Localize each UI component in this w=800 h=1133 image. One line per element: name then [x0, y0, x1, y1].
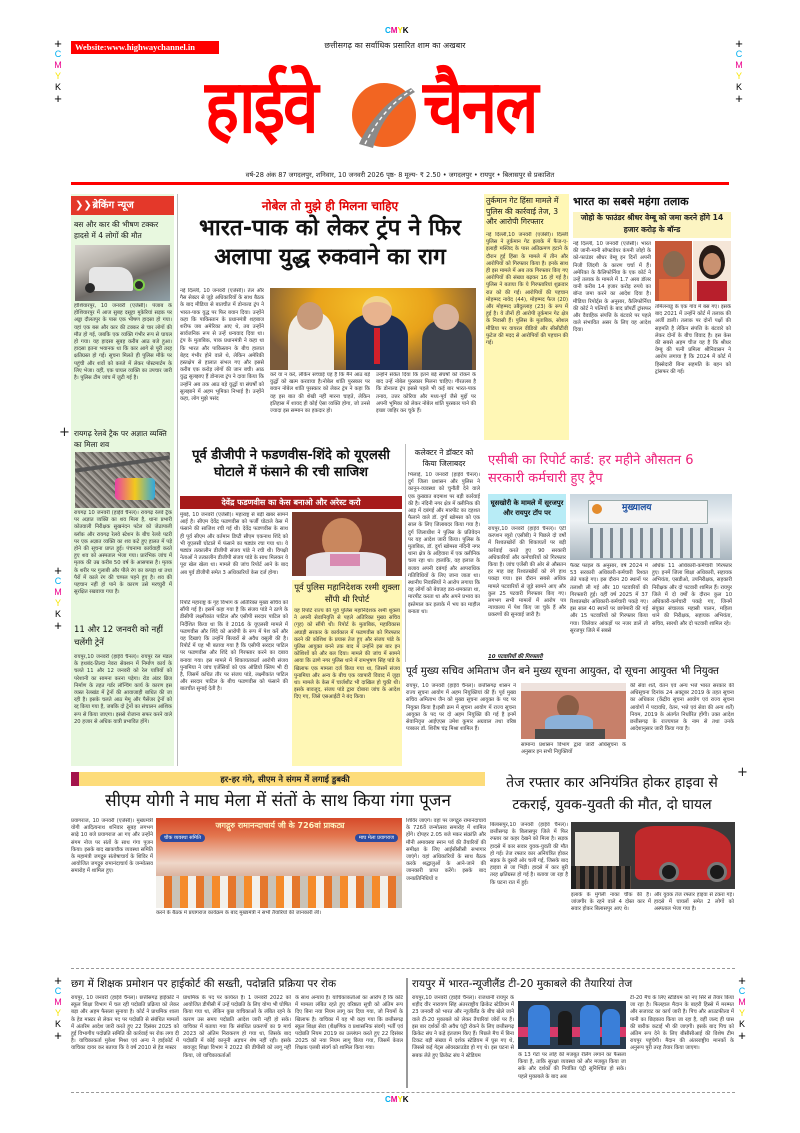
lead-kicker: नोबेल तो मुझे ही मिलना चाहिए	[261, 199, 399, 213]
dgp-sidebar-title: पूर्व पुलिस महानिदेशक रश्मी शुक्ला सौंपी थी रिपोर्ट	[294, 582, 400, 604]
cricket-body-col1: रायपुर,10 जनवरी (हाईवे चैनल)। राजधानी रायपुर के शहीद वीर नारायण सिंह अंतरराष्ट्रीय क्रिकेट स्टेडियम में 23 जनवरी को भारत और न्यूजीलैंड के बीच खेले जाने वाले टी-20 मुकाबले को लेकर तैयारियां जोरों पर हैं। इस बार दर्शकों की अवैध एंट्री रोकने के लिए छत्तीसगढ़ क्रिकेट संघ ने कड़े इंतजाम किए हैं। पिछले मैच में बिना टिकट बड़ी संख्या में दर्शक स्टेडियम में घुस गए थे, जिससे कई गेट्स ओवरक्राउडेड हो गए थे। इस घटना से सबक लेते हुए क्रिकेट संघ ने स्टेडियम	[412, 995, 514, 1059]
registration-mark-right-top: + C M Y K +	[735, 36, 743, 106]
pramila-srinivasan-photo	[693, 241, 731, 301]
yogi-body-col2: करने के बैठक में प्रयागराज कार्यक्रम के बाद मुख्यमंत्री ने सभी तैयारियों की जानकारी ली।	[156, 910, 322, 916]
info-commissioner-body-col2: की सेवा शर्तें, वेतन एवं अन्य भत्ते भारत सरकार की अधिसूचना दिनांक 24 अक्टूबर 2019 के तहत सूचना का अधिकार (केंद्रीय सूचना आयोग एवं राज्य सूचना आयोगों में पदावधि, वेतन, भत्ते एवं सेवा की अन्य शर्तें) नियम, 2019 के अंतर्गत निर्धारित होंगी। उक्त आदेश छत्तीसगढ़ के राज्यपाल के नाम से तथा उनके आदेशानुसार जारी किया गया है।	[630, 683, 734, 733]
teacher-promotion-body-col2: प्राथमिक के पद पर कार्यरत हैं। 1 जनवरी 2022 को आयोजित डीपीसी में उन्हें पदोन्नति के लिए योग्य भी घोषित किया गया था, लेकिन कुछ याचिकाओं के लंबित रहने के कारण उस समय पदोन्नति आदेश जारी नहीं हो सके। याचिका में बताया गया कि संबंधित प्रकरणों का 9 मार्च 2023 को अंतिम निराकरण हो गया था, जिसके बाद पदोन्नति में कोई कानूनी अड़चन शेष नहीं रही। इसके बावजूद शिक्षा विभाग ने 2022 की डीपीसी को लागू नहीं किया, जो याचिकाकर्ताओं	[183, 995, 291, 1059]
yogi-headline[interactable]: सीएम योगी ने माघ मेला में संतों के साथ किया गंगा पूजन	[105, 791, 451, 811]
breaking-story-2-body: रायगढ़ 10 जनवरी (हाईवे चैनल)। रायगढ़ रेलवे ट्रैक पर अज्ञात व्यक्ति का शव मिला है, थाना प्रभारी कोतवाली निरीक्षक सुखनंदन पटेल को जेठापाली ब्लॉक और रायगढ़ रेलवे स्टेशन के बीच रेलवे पटरी पर एक अज्ञात व्यक्ति का शव कटे हुए हालत में पड़े होने की सूचना प्राप्त हुई। पंचनामा कार्यवाही करते हुए शव को अस्पताल भेजा गया। प्रारंभिक जांच में मृतक की उम्र करीब 50 वर्ष के आसपास है। मृतक के शरीर पर गुलाबी और पीले रंग का कपड़ा था तथा पैरों में काले रंग की चप्पल पहने हुए है। शव की पहचान नहीं हो पाने के कारण उसे मरच्युरी में सुरक्षित रखवाया गया है।	[74, 510, 172, 596]
registration-mark-left-top: + C M Y K +	[54, 36, 62, 106]
divorce-body-col1: नई दिल्ली, 10 जनवरी (एजेंसी)। भारत की जानी-मानी सॉफ्टवेयर कंपनी जोहो के को-फाउंडर श्रीधर वेम्बू इन दिनों अपनी निजी जिंदगी के कारण चर्चा में हैं। अमेरिका के कैलिफोर्निया के एक कोर्ट ने उन्हें तलाक के मामले में 1.7 अरब डॉलर यानी करीब 14 हजार करोड़ रुपये का बॉन्ड जमा करने का आदेश दिया है। मीडिया रिपोर्ट्स के अनुसार, कैलिफोर्निया की कोर्ट ने पत्नियों के बाद प्रॉपर्टी ट्रांसफर और वैवाहिक संपत्ति के बंटवारे पर पहले वाले संभावित असर के लिए यह आदेश दिया।	[573, 241, 651, 334]
acb-photo-sign: मुख्यालय	[622, 503, 652, 513]
breaking-story-2-headline[interactable]: रायगढ़ रेलवे ट्रैक पर अज्ञात व्यक्ति का मिला शव	[74, 429, 167, 449]
dgp-headline[interactable]: पूर्व डीजीपी ने फडणवीस-शिंदे को यूएलसी घोटाले में फंसाने की रची साजिश	[192, 448, 390, 480]
divorce-headline[interactable]: भारत का सबसे महंगा तलाक	[573, 195, 689, 208]
registration-mark-left-mid: + C M Y K +	[54, 563, 62, 633]
car-crash-body-col1: बिलासपुर,10 जनवरी (हाईवे चैनल)। छत्तीसगढ़ के बिलासपुर जिले में फिर रफ्तार का कहर देखने को मिला है। सड़क हादसे में कार सवार युवक-युवती की मौत हो गई। तेज रफ्तार कार अनियंत्रित होकर सड़क के दूसरी ओर चली गई, जिसके बाद हाइवा से जा भिड़ी। हादसे में कार बुरी तरह क्षतिग्रस्त हो गई है। बताया जा रहा है कि घटना रात में हुई।	[490, 822, 568, 886]
acb-body-col2: फैक्ट फाइल के अनुसार, वर्ष 2024 में 53 सरकारी अधिकारी-कर्मचारी रिश्वत लेते पकड़े गए। इस दौरान 20 स्थानों पर तलाशी ली गई और 10 पटवारियों की गिरफ्तारी हुई। वहीं वर्ष 2025 में 37 रिश्वतखोर अधिकारी-कर्मचारी पकड़े गए। इस साल 40 स्थानों पर छापेमारी की गई और 15 पटवारियों को गिरफ्तार किया गया। जिलेवार आंकड़ों पर नजर डालें तो सूरजपुर जिले में सबसे	[570, 563, 648, 634]
masthead-title-left: हाईवे	[205, 65, 317, 151]
lead-body-col1: नई दिल्ली, 10 जनवरी (एजेंसी)। तेल और गैस सेक्टर से जुड़े अधिकारियों के साथ बैठक के बाद मीडिया से बातचीत में डोनाल्ड ट्रंप ने भारत-पाक युद्ध पर फिर बयान दिया। उन्होंने कहा कि पाकिस्तान के प्रधानमंत्री शहबाज शरीफ जब अमेरिका आए थे, तब उन्होंने सार्वजनिक रूप से उन्हें धन्यवाद दिया था। ट्रंप के मुताबिक, पाक प्रधानमंत्री ने कहा था कि भारत और पाकिस्तान के बीच हालात बेहद गंभीर होने वाले थे, लेकिन अमेरिकी हस्तक्षेप से हालात संभल गए और इससे करीब एक करोड़ लोगों की जान बची। आठ युद्ध सुलझाए हैं डोनाल्ड ट्रंप ने दावा किया कि उन्होंने अब तक आठ बड़े युद्धों या संघर्षों को सुलझाने में अहम भूमिका निभाई है। उन्होंने कहा, लोग मुझे पसंद	[180, 288, 264, 403]
car-crash-photo	[571, 822, 735, 889]
bus-car-crash-photo	[75, 245, 170, 301]
cricket-body-col3: टी-20 मैच के लिए स्टेडियम को नए सिरे से तैयार किया जा रहा है। फिलहाल मैदान के बाहरी हिस्से में मरम्मत और सजावट का कार्य जारी है। पिच और आउटफील्ड में पानी का छिड़काव किया जा रहा है, वहीं जल्द ही घास की बारीक कटाई भी की जाएगी। इसके बाद पिच को अंतिम रूप देने के लिए बीसीसीआई की विशेष टीम रायपुर पहुंचेगी। मैदान की अंतरराष्ट्रीय मानकों के अनुरूप पूरी तरह तैयार किया जाएगा।	[630, 995, 734, 1052]
cmyk-top-marker: CMYK	[385, 26, 409, 35]
acb-body-col1: रायपुर,10 जनवरी (हाईवे चैनल)। एंटी करप्शन ब्यूरो (एसीबी) ने पिछले दो वर्षों में रिश्वतखोरों की शिकायतों पर बड़ी कार्रवाई करते हुए 90 सरकारी अधिकारियों और कर्मचारियों को गिरफ्तार किया है। जांच एजेंसी की ओर से औसतन हर माह छह रिश्वतखोरों को रंगे हाथ पकड़ा गया। इस दौरान सबसे अधिक मामले पटवारियों से जुड़े सामने आए और कुल 25 पटवारी गिरफ्तार किए गए। लगभग सभी मामलों में आरोप पत्र न्यायालय में पेश किए जा चुके हैं और प्रकरणों की सुनवाई जारी है।	[488, 526, 566, 619]
lead-headline[interactable]: भारत-पाक को लेकर ट्रंप ने फिर अलापा युद्ध रुकवाने का राग	[199, 215, 461, 270]
breaking-news-header: ❯❯ ब्रेकिंग न्यूज	[71, 196, 174, 215]
dgp-body-col1: मुंबई, 10 जनवरी (एजेंसी)। महाराष्ट्र से बड़ी खबर सामने आई है। सीएम देवेंद्र फडणवीस को फर्जी घोटाले केस में फंसाने की साजिश रची गई थी। देवेंद्र फडणवीस के साथ ही पूर्व सीएम और वर्तमान डिप्टी सीएम एकनाथ शिंदे को भी यूएलसी घोटाले में फंसाने का षड्यंत्र रचा गया था। ये षड्यंत्र तत्कालीन डीजीपी संजय पांडे ने रची थी। विपक्षी नेताओं ने तत्कालीन डीजीपी संजय पांडे के साथ मिलकर ये पूरा खेल खेला था। मामले की जांच रिपोर्ट आने के बाद अब पूर्व डीजीपी समेत 3 अधिकारियों केस दर्ज होगा।	[180, 512, 288, 576]
leaders-photo	[270, 288, 476, 370]
sridhar-vembu-photo	[655, 241, 692, 301]
masthead-logo	[205, 58, 595, 158]
car-crash-body-col2: इलाके के मुंगेली नाका चौक की है। जांजगीर के रहने वाले 4 दोस्त कार में सवार होकर बिलासपुर आए थे।	[571, 892, 651, 913]
cricket-body-col2: के 13 गेटों पर लोहे की मजबूत रेलिंग लगाने का फैसला किया है, ताकि सुरक्षा व्यवस्था को और मजबूत किया जा सके और दर्शकों की नियंत्रित एंट्री सुनिश्चित हो सके। पहले मुकाबले के बाद अब	[518, 1052, 626, 1080]
tagline: छत्तीसगढ़ का सर्वाधिक प्रसारित शाम का अखबार	[324, 41, 466, 50]
car-crash-body-col3: और युवक तेज रफ्तार हाइवा से टकरा गई।हादसे में घायलों समेत 2 लोगों को अस्पताल भेजा गया है।	[654, 892, 734, 913]
lead-body-col3: उन्होंने संकेत दिया कि इतने बड़े संघर्षों को रोकने के बाद उन्हें नोबेल पुरस्कार मिलना चाहिए। गौरतलब है कि डोनाल्ड ट्रंप इससे पहले भी कई बार भारत-पाक तनाव, उत्तर कोरिया और मध्य-पूर्व जैसे मुद्दों पर अपनी भूमिका को लेकर नोबेल शांति पुरस्कार पाने की इच्छा जाहिर कर चुके हैं।	[376, 372, 476, 415]
info-commissioner-headline[interactable]: पूर्व मुख्य सचिव अमिताभ जैन बने मुख्य सूचना आयुक्त, दो सूचना आयुक्त भी नियुक्त	[406, 666, 719, 677]
yogi-photo-banner: जगद्गुरु रामानन्दाचार्य जी के 726वां प्राकट्य	[215, 821, 345, 830]
teacher-promotion-body-col3: के साथ अन्याय है। याचिकाकर्ताओं का आरोप है कि कोर्ट में मामला लंबित रहते हुए वरिष्ठता सूची को अंतिम रूप दिए बिना नया नियम लागू कर दिया गया, जो नियमों के खिलाफ है। याचिका में यह भी कहा गया कि छत्तीसगढ़ स्कूल शिक्षा सेवा (शैक्षणिक व प्रशासनिक संवर्ग) भर्ती एवं पदोन्नति नियम 2019 का उल्लंघन करते हुए 22 दिसंबर 2025 को नया नियम लागू किया गया, जिसमें केवल शिक्षक एलबी संवर्ग को शामिल किया गया।	[295, 995, 403, 1052]
road-circle-icon	[351, 82, 417, 148]
yogi-body-col3: शिविर जाएंगे। वहां पर जगद्गुरु रामानंदाचार्य के 726वें जन्मोत्सव समारोह में शामिल होंगे। दोपहर 2.05 बजे मकर संक्रांति और मौनी अमावस्या स्नान पर्व की तैयारियों की समीक्षा के लिए आईसीसीसी सभागार जाएंगे। यहां अधिकारियों के साथ बैठक करके श्रद्धालुओं के आने-जाने की जानकारी प्राप्त करेंगे। इसके बाद जनप्रतिनिधियों व	[406, 818, 486, 882]
amitabh-jain-photo	[521, 683, 626, 739]
dgp-banner: देवेंद्र फडणवीस का केस बनाओ और अरेस्ट करो	[180, 496, 402, 509]
breaking-story-3-body: रायपुर,10 जनवरी (हाईवे चैनल)। रायपुर रेल मंडल के हथबंद-तिल्दा नेवरा सेक्शन में निर्माण कार्य के चलते 11 और 12 जनवरी को रेल यात्रियों को परेशानी का सामना करना पड़ेगा। रोड अंडर ब्रिज निर्माण के तहत गर्डर लॉन्चिंग कार्य के कारण इस व्यस्त रेलखंड में ट्रेनों की आवाजाही बाधित की जा रही है। इसके चलते आठ मेमू और पैसेंजर ट्रेनों को रद्द किया गया है, जबकि दो ट्रेनों का संचालन आंशिक रूप से किया जाएगा। इससे रोजाना सफर करने वाले 20 हजार से अधिक यात्री प्रभावित होंगे।	[74, 654, 172, 725]
fadnavis-photo	[292, 512, 402, 576]
teacher-promotion-headline[interactable]: छग में शिक्षक प्रमोशन पर हाईकोर्ट की सख्ती, पदोन्नति प्रक्रिया पर रोक	[71, 978, 337, 990]
website-badge[interactable]: Website:www.highwaychannel.in	[71, 41, 219, 54]
yogi-photo-right-tag: माघ मेला प्रयागराज	[355, 834, 398, 842]
acb-subhead: घूसखोरी के मामले में सूरजपुर और रायपुर टॉप पर	[488, 494, 566, 524]
registration-plus-right: +	[737, 765, 748, 780]
acb-caption: 10 पटवारियों की गिरफ्तारी	[488, 654, 543, 660]
yogi-body-col1: प्रयागराज, 10 जनवरी (एजेंसी)। मुख्यमंत्री योगी आदित्यनाथ शनिवार सुबह लगभग साढ़े 10 बजे प्रयागराज आ गए और उन्होंने संगम नोज पर संतों के साथ गंगा पूजन किया। इसके बाद खाकचौक व्यवस्था समिति के महामंत्री जगद्गुरु संतोषाचार्य के शिविर में आयोजित जगद्गुरु रामानंदाचार्य के जन्मोत्सव समारोह में शामिल हुए।	[71, 818, 153, 875]
acb-body-col3: अधिक 11 अधिकारी-कर्मचारी गिरफ्तार हुए। इनमें जिला शिक्षा अधिकारी, सहायक अभियंता, एसडीओ, उपनिरीक्षक, सहकारी निरीक्षक और दो पटवारी शामिल हैं। रायपुर जिले में दो वर्षों के दौरान कुल 10 अधिकारी-कर्मचारी पकड़े गए, जिनमें संयुक्त संचालक महासी पालन, महिला थाने की निरीक्षक, सहायक अभियंता, सचिव, सारथी और दो पटवारी शामिल रहे।	[652, 563, 732, 627]
acb-office-photo	[570, 494, 732, 560]
turkman-body: नई दिल्ली,10 जनवरी (एजेंसी)। दिल्ली पुलिस ने तुर्कमान गेट इलाके में फैज-ए-इलाही मस्जिद के पास अतिक्रमण हटाने के दौरान हुई हिंसा के मामले में तीन और आरोपियों को गिरफ्तार किया है। इनके साथ ही इस मामले में अब तक गिरफ्तार किए गए आरोपियों की संख्या बढ़कर 16 हो गई है। पुलिस ने बताया कि ये गिरफ्तारियां शुक्रवार रात को की गईं। आरोपियों की पहचान मोहम्मद नावेद (44), मोहम्मद फैज (20) और मोहम्मद उबैदुल्लाह (23) के रूप में हुई है। ये तीनों ही आरोपी तुर्कमान गेट क्षेत्र के निवासी हैं। पुलिस के मुताबिक, सोशल मीडिया पर वायरल वीडियो और सीसीटीवी फुटेज की मदद से आरोपियों की पहचान की गई।	[486, 232, 568, 347]
registration-plus: +	[59, 425, 70, 440]
breaking-story-1-body: होशियारपुर, 10 जनवरी (एजेंसी)। पंजाब के होशियारपुर में आज सुबह दसूहा मुकेरियां सड़क पर अड्डा दौलतपुर के पास एक भीषण हादसा हो गया। यहां एक बस और कार की टक्कर से चार लोगों की मौत हो गई, जबकि एक व्यक्ति गंभीर रूप से घायल हो गया। यह हादसा सुबह करीब आठ बजे हुआ। हादसा इतना भयानक था कि कार आगे से पूरी तरह क्षतिग्रस्त हो गई। सूचना मिलते ही पुलिस मौके पर पहुंची और शवों को कब्जे में लेकर पोस्टमार्टम के लिए भेजा। वहीं, एक घायल व्यक्ति का उपचार जारी है। पुलिस टीम जांच में जुटी गई है।	[74, 303, 172, 382]
edition-line: वर्ष-28 अंक 87 जगदलपुर, शनिवार, 10 जनवरी 2026 पृष्ठ- 8 मूल्य- ₹ 2.50 • जगदलपुर • रायपुर • बिलासपुर से प्रकाशित	[245, 171, 555, 179]
yogi-magh-mela-photo	[156, 818, 402, 908]
car-crash-headline[interactable]: तेज रफ्तार कार अनियंत्रित होकर हाइवा से टकराई, युवक-युवती की मौत, दो घायल	[506, 775, 718, 813]
cricket-headline[interactable]: रायपुर में भारत-न्यूजीलैंड टी-20 मुकाबले की तैयारियां तेज	[412, 978, 633, 990]
acb-headline[interactable]: एसीबी का रिपोर्ट कार्ड: हर महीने औसतन 6 सरकारी कर्मचारी हुए ट्रैप	[488, 453, 694, 486]
teacher-promotion-body-col1: रायपुर, 10 जनवरी (हाईवे चैनल)। छत्तीसगढ़ हाईकोर्ट ने स्कूल शिक्षा विभाग में चल रही पदोन्नति प्रक्रिया को लेकर बड़ा और अहम फैसला सुनाया है। कोर्ट ने प्राथमिक शाला के हेड मास्टर से लेकर पद पर पदोन्नति से संबंधित मामलों में अंतरिम आदेश जारी करते हुए 22 दिसंबर 2025 को हुई विभागीय पदोन्नति समिति की कार्रवाई पर रोक लगा दी है। याचिकाकर्ता मुकेश मिश्रा एवं अन्य ने हाईकोर्ट में याचिका दायर कर बताया कि वे वर्ष 2010 से हेड मास्टर	[71, 995, 179, 1052]
divorce-subhead: जोहो के फाउंडर श्रीधर वेम्बू को जमा करने होंगे 14 हजार करोड़ के बॉन्ड	[573, 212, 731, 238]
railway-track-photo	[75, 452, 170, 508]
double-chevron-right-icon: ❯❯	[75, 200, 92, 211]
yogi-kicker: हर-हर गंगे, सीएम ने संगम में लगाई डुबकी	[220, 774, 350, 784]
cricket-photo	[518, 1001, 626, 1049]
collector-body: भिलाई, 10 जनवरी (हाईवे चैनल)। दुर्ग जिला प्रशासन और पुलिस ने कानून-व्यवस्था को चुनौती देने वाले एक कुख्यात बदमाश पर बड़ी कार्रवाई की है। नंदिनी नगर क्षेत्र में क्लीनिक की आड़ में दबंगई और मारपीट का दहशत फैलाने वाले डॉ. दुर्गा खोमसा को एक साल के लिए जिलाबदर किया गया है। दुर्ग जिलाधीश ने पुलिस के प्रतिवेदन पर यह आदेश जारी किया। पुलिस के मुताबिक, डॉ. दुर्गा खोमसा नंदिनी नगर थाना क्षेत्र के अहिवारा में एक क्लीनिक चला रहा था। हालांकि, वह इलाज के बजाय अपनी दबंगई और आपराधिक गतिविधियों के लिए जाना जाता था। स्थानीय निवासियों ने आरोप लगाया कि वह लोगों को बेवजह डरा-धमकाता था, मारपीट करता था और अपने प्रभाव का इस्तेमाल कर इलाके में भय का माहौल बनाता था।	[408, 472, 480, 615]
breaking-story-1-headline[interactable]: बस और कार की भीषण टक्कर हादसे में 4 लोगों की मौत	[74, 220, 159, 240]
lead-body-col2: करें या न करें, लेकिन सच्चाई यह है कि मैंने आठ बड़े युद्धों को खत्म करवाया है।नोबेल शांति पुरस्कार पर बयान नोबेल शांति पुरस्कार को लेकर ट्रंप ने कहा कि वह इस बात की शेखी नहीं मारना चाहते, लेकिन इतिहास में शायद ही कोई ऐसा व्यक्ति होगा, जो उनसे ज्यादा इस सम्मान का हकदार हो।	[270, 372, 370, 415]
cmyk-bottom-marker: CMYK	[385, 1095, 409, 1104]
masthead-title-right: चैनल	[423, 65, 537, 151]
breaking-story-3-headline[interactable]: 11 और 12 जनवरी को नहीं चलेंगी ट्रेनें	[74, 625, 163, 648]
registration-mark-right-bottom: + C M Y K +	[738, 973, 746, 1043]
yogi-photo-left-tag: चौक व्यवस्था समिति	[160, 834, 205, 842]
divorce-body-col2: तमिलनाडु के एक गांव में बस गए। इसके बाद 2021 में उन्होंने कोर्ट में तलाक की अर्जी डाली। तलाक पर दोनों पक्षों की सहमति है लेकिन संपत्ति के बंटवारे को लेकर दोनों के बीच विवाद है। इस केस की सबसे अहम चीज यह है कि श्रीधर वेम्बू की पत्नी प्रमिला श्रीनिवासन ने आरोप लगाया है कि 2024 में कोर्ट में हिस्सेदारी बिना सहमति के बहन को ट्रांसफर की गई।	[655, 304, 731, 375]
dgp-sidebar-body: यह रिपोर्ट राज्य की पूर्व पुलिस महानिदेशक रश्मी शुक्ला ने अपनी सेवानिवृत्ति से पहले अतिरिक्त मुख्य सचिव (गृह) को सौंपी थी। रिपोर्ट के मुताबिक, महाविकास अघाड़ी सरकार के कार्यकाल में फडणवीस को गिरफ्तार करने की कोशिश के प्रयास तेज हुए और संजय पांडे के पुलिस आयुक्त बनने तक बाद में उन्होंने इस बार इन कोशिशों को और बल दिया। मामले की जांच में सामने आया कि ठाणे नगर पुलिस थाने में रामभूषण सिंह पांडे के खिलाफ एक मामला दर्ज किया गया था, जिसमें संजय पुनामिया और अन्य के बीच एक व्यापारी विवाद में जुड़ा था। मामले के केस में चार्जशीट भी दाखिल हो चुकी थी। इसके बावजूद, संजय पांडे द्वारा दोबारा जांच के आदेश दिए गए, जिसे एसआईटी ने बंद किया।	[294, 608, 400, 701]
info-commissioner-body-col1: रायपुर, 10 जनवरी (हाईवे चैनल)। छत्तीसगढ़ शासन ने राज्य सूचना आयोग में अहम नियुक्तियां की हैं। पूर्व मुख्य सचिव अमिताभ जैन को मुख्य सूचना आयुक्त के पद पर नियुक्त किया है।इसी क्रम में सूचना आयोग में राज्य सूचना आयुक्त के पद पर दो अहम नियुक्ति की गई है इनमें सेवानिवृत्त आईएएस उमेश कुमार अग्रवाल तथा वरिष्ठ पत्रकार डॉ. शिरीष चंद्र मिश्रा शामिल हैं।	[406, 683, 516, 733]
masthead-rule	[71, 182, 729, 185]
turkman-headline[interactable]: तुर्कमान गेट हिंसा मामले में पुलिस की कार्रवाई तेज, 3 और आरोपी गिरफ्तार	[486, 196, 559, 226]
collector-headline[interactable]: कलेक्टर ने डॉक्टर को किया जिलाबदर	[414, 448, 474, 468]
registration-mark-left-bottom: + C M Y K +	[54, 973, 62, 1043]
info-commissioner-caption: सामान्य प्रशासन विभाग द्वारा जारी अधिसूचना के अनुसार इन सभी नियुक्तियों	[521, 742, 626, 756]
dgp-body-col2: रिपोर्ट महाराष्ट्र के गृह विभाग के अतिरिक्त मुख्य सचिव को सौंपी गई है। इसमें कहा गया है कि संजय पांडे ने ठाणे के डीसीपी लक्ष्मीकांत पाटिल और एसीपी सरदार पाटिल को निर्देशित किया था कि वे 2016 के यूएलसी मामले में फडणवीस और शिंदे को आरोपी के रूप में पेश करें और यह दिखाएं कि उन्होंने बिल्डरों से अवैध वसूली की है। रिपोर्ट में यह भी बताया गया है कि एसीपी सरदार पाटिल पर फडणवीस और शिंदे को गिरफ्तार करने का दबाव बनाया गया। इस मामले में शिकायतकर्ता आरोपी संजय पुनामिया ने जांच एजेंसियों को एक ऑडियो क्लिप भी दी है, जिसमें कथित तौर पर संजय पांडे, लक्ष्मीकांत पाटिल और सरदार पाटिल के बीच फडणवीस को फंसाने की बातचीत सुनाई देती है।	[180, 600, 288, 693]
